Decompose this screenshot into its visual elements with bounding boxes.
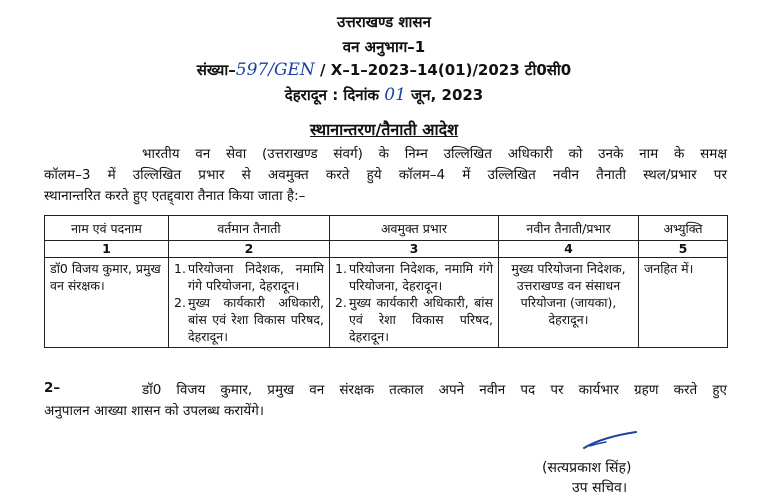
para2-number: 2– [44,380,61,396]
date-suffix: जून, 2023 [411,86,484,104]
order-number-suffix: / X–1–2023–14(01)/2023 टी0सी0 [320,61,572,79]
col-header-current: वर्तमान तैनाती [169,216,330,241]
item-number: 2. [174,295,186,310]
item-text: मुख्य कार्यकारी अधिकारी, बांस एवं रेशा विकास परिषद, देहरादून। [349,295,493,344]
item-text: परियोजना निदेशक, नमामि गंगे परियोजना, देहरादून। [349,261,493,293]
government-heading: उत्तराखण्ड शासन [337,13,431,31]
signatory-name: (सत्यप्रकाश सिंह) [542,460,632,476]
intro-line-3: स्थानान्तरित करते हुए एतद्द्वारा तैनात किया जाता है:– [44,188,306,204]
order-number-prefix: संख्या– [196,61,236,79]
order-number-line [0,60,768,80]
col-header-relieved: अवमुक्त प्रभार [330,216,499,241]
col-number: 3 [330,241,499,258]
order-number-handwritten: 597/GEN [235,60,315,80]
item-text: मुख्य कार्यकारी अधिकारी, बांस एवं रेशा विकास परिषद, देहरादून। [188,295,324,344]
para2-line-1: डॉ0 विजय कुमार, प्रमुख वन संरक्षक तत्काल अपने नवीन पद पर कार्यभार ग्रहण करते हुए [142,382,727,398]
col-header-new: नवीन तैनाती/प्रभार [499,216,639,241]
table-number-row [45,241,728,258]
relieved-charge-cell [330,258,499,348]
item-number: 1. [174,261,186,276]
current-posting-cell [169,258,330,348]
intro-line-2: कॉलम–3 में उल्लिखित प्रभार से अवमुक्त करते हुये कॉलम–4 में उल्लिखित नवीन तैनाती स्थल/प्रभार पर [44,167,727,183]
item-number: 2. [335,295,347,310]
new-posting-cell: मुख्य परियोजना निदेशक, उत्तराखण्ड वन संसाधन परियोजना (जायका), देहरादून। [499,258,639,348]
relieved-charge-item [335,294,493,345]
col-number: 1 [45,241,169,258]
item-number: 1. [335,261,347,276]
table-row [45,258,728,348]
date-prefix: देहरादून : दिनांक [284,86,380,104]
current-posting-item [174,260,324,294]
col-number: 5 [639,241,728,258]
posting-table [44,215,728,348]
date-line [0,85,768,105]
current-posting-item [174,294,324,345]
department-heading: वन अनुभाग–1 [342,38,426,56]
order-title: स्थानान्तरण/तैनाती आदेश [309,120,458,139]
intro-line-1: भारतीय वन सेवा (उत्तराखण्ड संवर्ग) के निम्न उल्लिखित अधिकारी को उनके नाम के समक्ष [142,146,727,162]
item-text: परियोजना निदेशक, नमामि गंगे परियोजना, देहरादून। [188,261,324,293]
signatory-designation: उप सचिव। [572,480,628,496]
officer-name-cell: डॉ0 विजय कुमार, प्रमुख वन संरक्षक। [45,258,169,348]
col-header-remarks: अभ्युक्ति [639,216,728,241]
remarks-cell: जनहित में। [639,258,728,348]
para2-line-2: अनुपालन आख्या शासन को उपलब्ध करायेंगे। [44,403,264,419]
table-header-row [45,216,728,241]
handwritten-signature [580,428,640,452]
relieved-charge-item [335,260,493,294]
col-header-name: नाम एवं पदनाम [45,216,169,241]
col-number: 2 [169,241,330,258]
date-handwritten: 01 [384,85,406,105]
col-number: 4 [499,241,639,258]
